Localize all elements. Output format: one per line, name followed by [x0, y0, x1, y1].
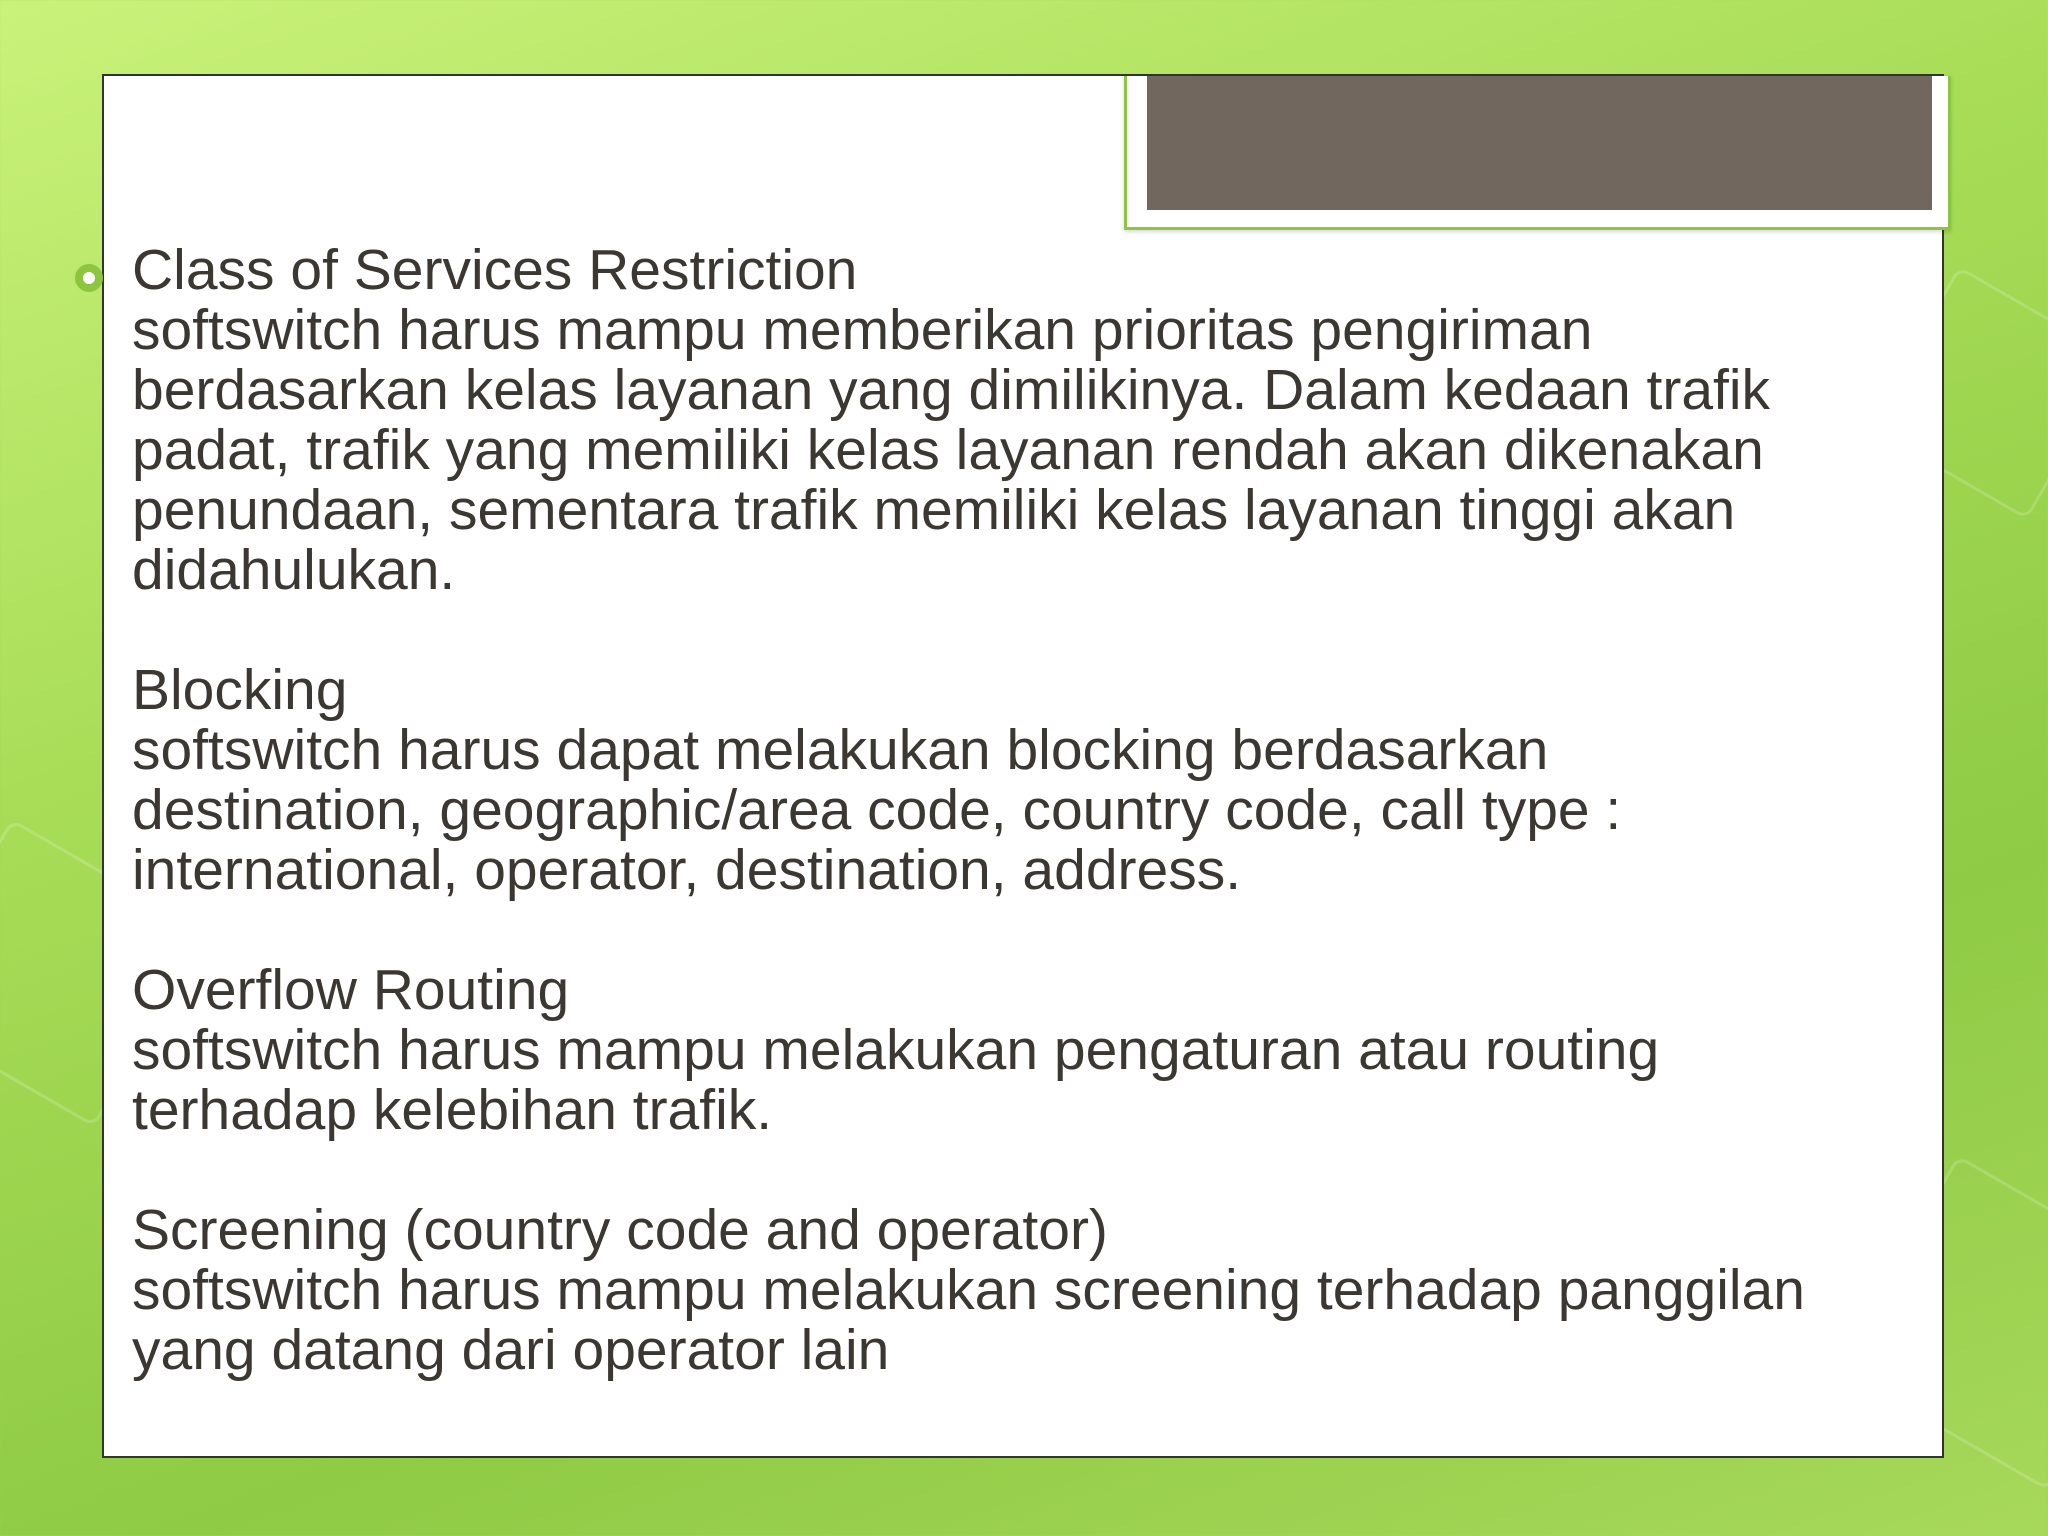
section-line: didahulukan.	[132, 538, 456, 602]
section-heading: Screening (country code and operator)	[132, 1198, 1108, 1262]
section-line: softswitch harus mampu melakukan screening terhadap panggilan	[132, 1258, 1805, 1322]
section-line: destination, geographic/area code, country code, call type :	[132, 778, 1622, 842]
section-heading: Blocking	[132, 658, 348, 722]
section-heading: Overflow Routing	[132, 958, 570, 1022]
section-line: padat, trafik yang memiliki kelas layanan rendah akan dikenakan	[132, 418, 1764, 482]
section-line: yang datang dari operator lain	[132, 1318, 890, 1382]
section-line: international, operator, destination, address.	[132, 838, 1242, 902]
section-line: softswitch harus mampu memberikan prioritas pengiriman	[132, 298, 1593, 362]
section-line: softswitch harus dapat melakukan blocking berdasarkan	[132, 718, 1549, 782]
section-blocking	[132, 660, 1972, 900]
section-overflow-routing	[132, 960, 1972, 1140]
slide-body-text	[132, 240, 1972, 1440]
section-heading: Class of Services Restriction	[132, 238, 858, 302]
title-placeholder-box	[1147, 76, 1932, 210]
section-screening	[132, 1200, 1972, 1380]
section-class-of-services	[132, 240, 1972, 600]
section-line: penundaan, sementara trafik memiliki kelas layanan tinggi akan	[132, 478, 1736, 542]
section-line: terhadap kelebihan trafik.	[132, 1078, 773, 1142]
section-line: berdasarkan kelas layanan yang dimilikinya. Dalam kedaan trafik	[132, 358, 1771, 422]
title-placeholder-frame	[1124, 76, 1951, 230]
bullet-ring-icon	[75, 264, 103, 292]
section-line: softswitch harus mampu melakukan pengaturan atau routing	[132, 1018, 1660, 1082]
